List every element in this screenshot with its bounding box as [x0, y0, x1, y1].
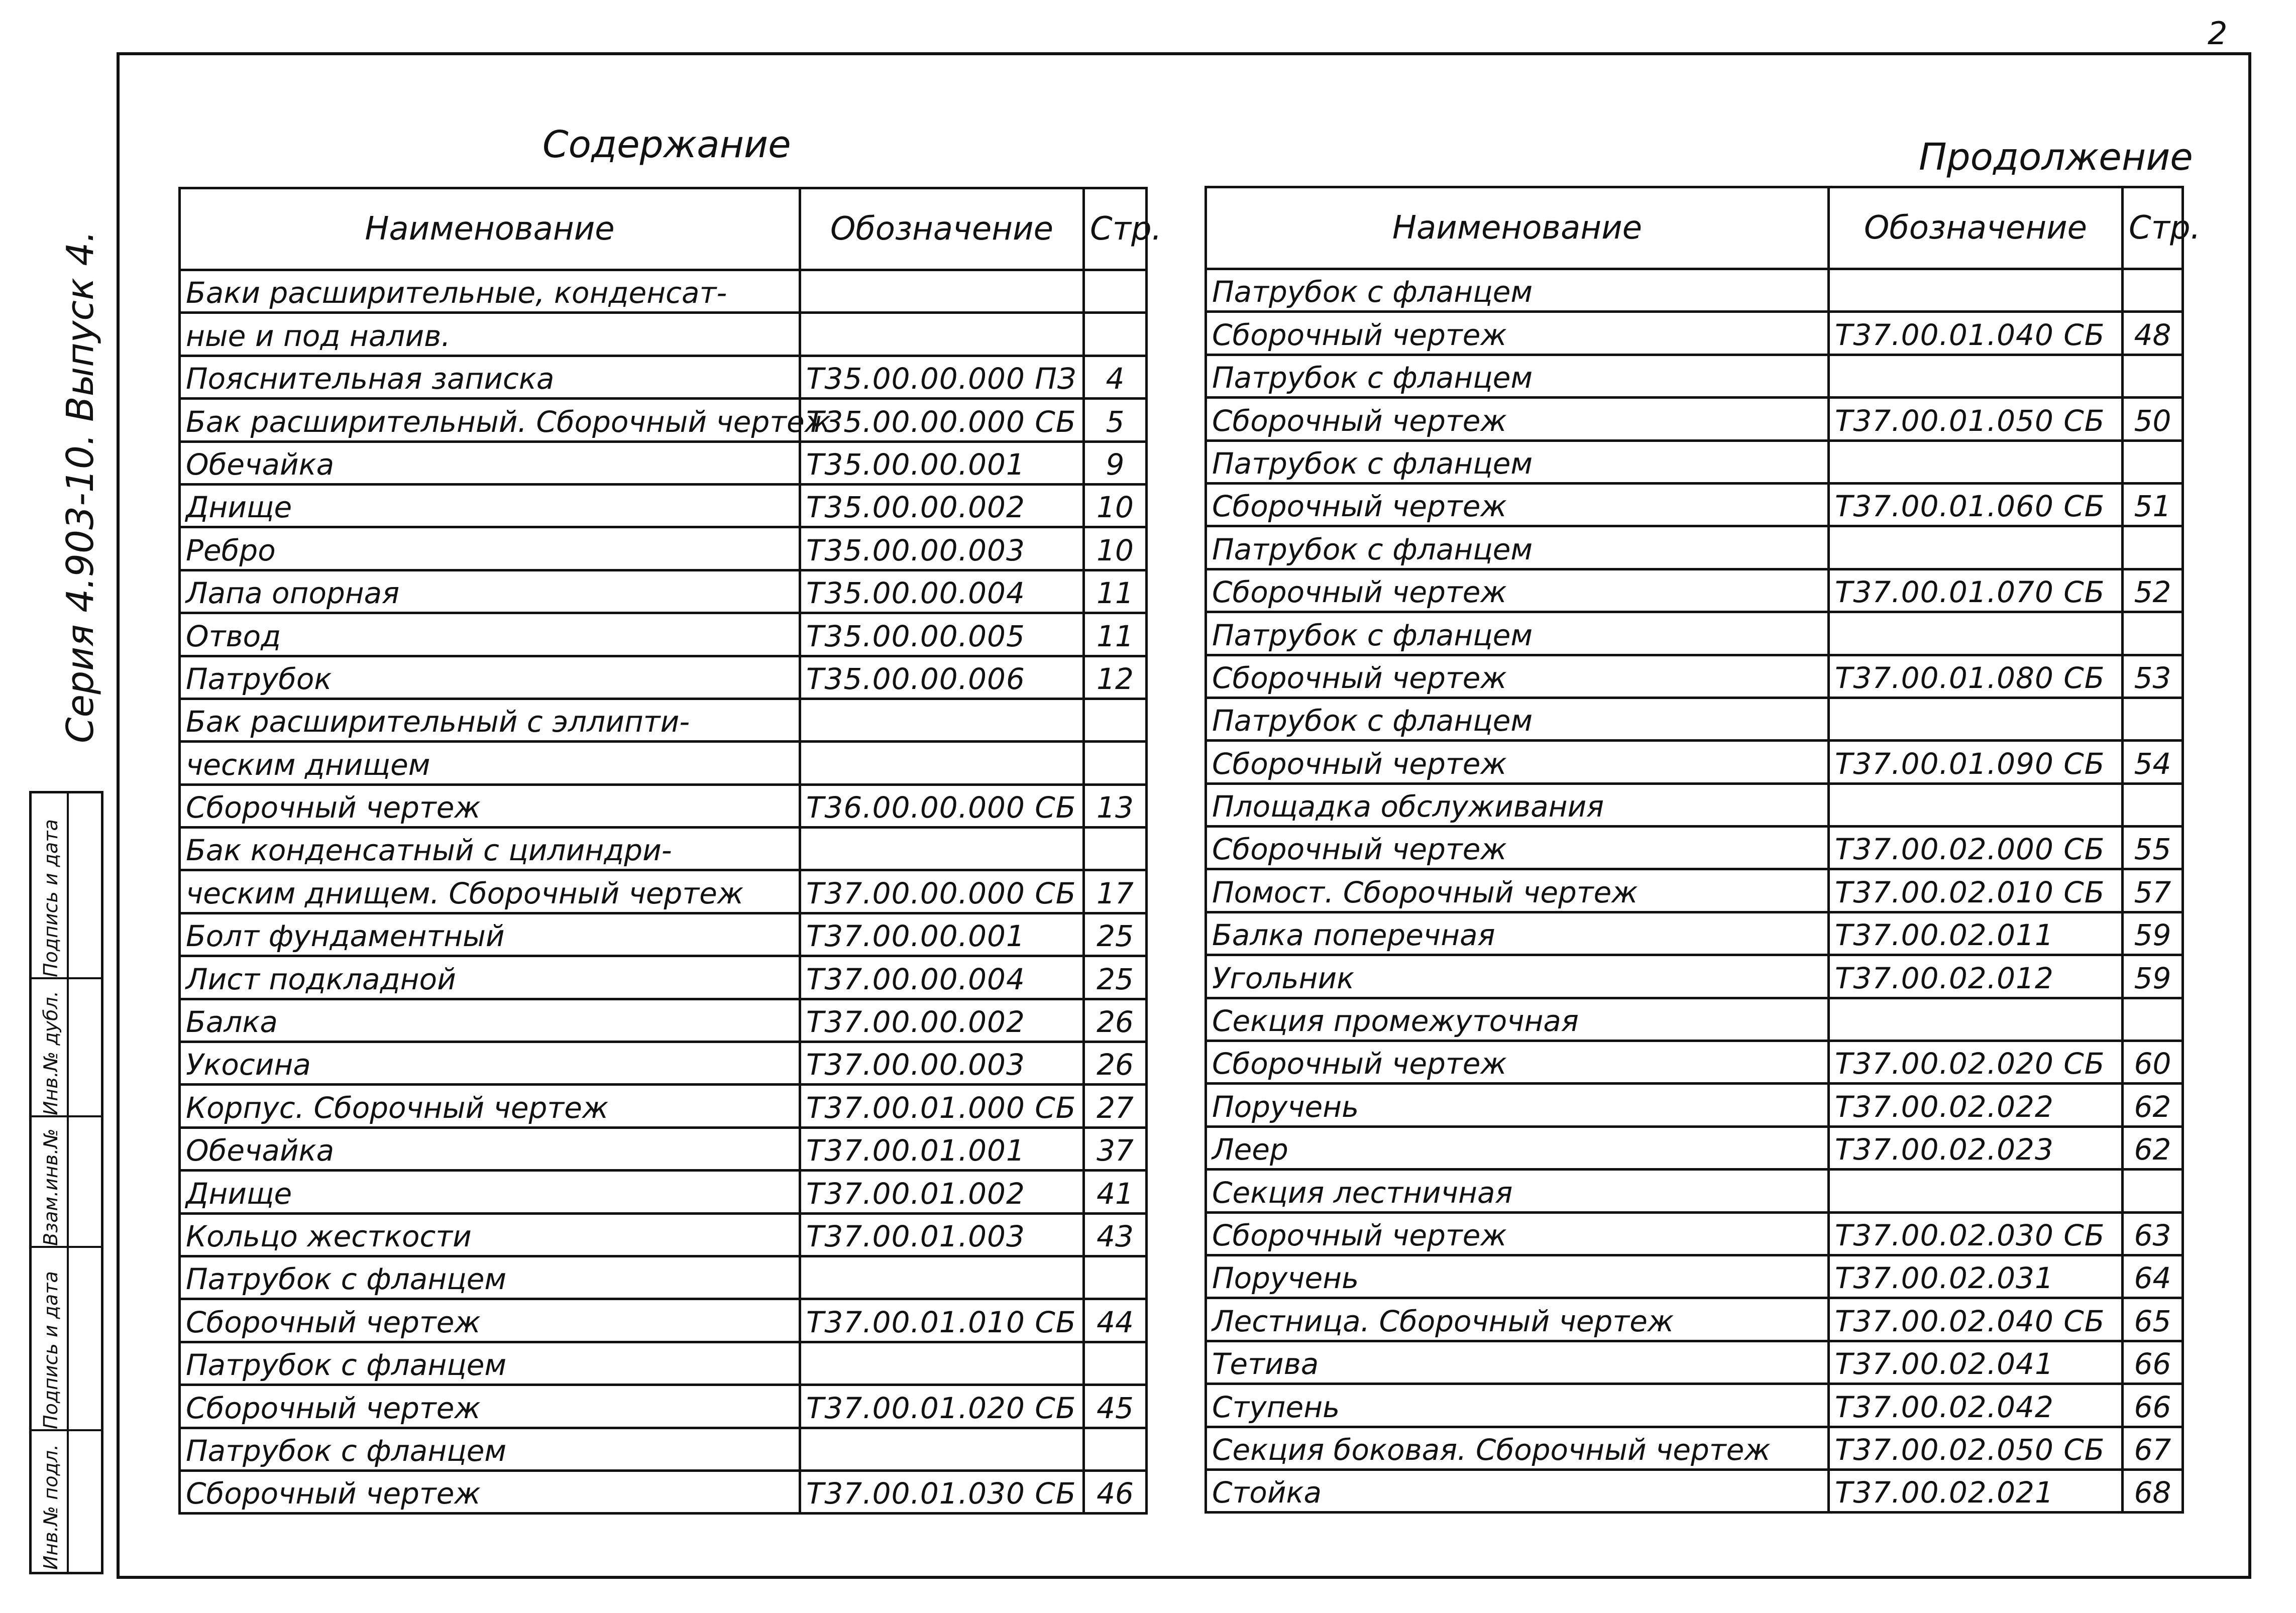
item-designation: Т37.00.02.031 — [1829, 1255, 2123, 1298]
table-row — [180, 1470, 1147, 1513]
item-name: Поручень — [1206, 1255, 1829, 1298]
item-page: 25 — [1084, 956, 1147, 999]
item-designation: Т37.00.02.040 СБ — [1829, 1298, 2123, 1341]
item-name: Патрубок с фланцем — [1206, 612, 1829, 655]
item-designation — [800, 1342, 1084, 1385]
item-page — [1084, 1342, 1147, 1385]
item-name: Секция промежуточная — [1206, 998, 1829, 1041]
item-designation: Т37.00.02.022 — [1829, 1084, 2123, 1126]
table-row — [180, 1085, 1147, 1127]
item-name: Отвод — [180, 613, 800, 656]
table-row — [180, 399, 1147, 441]
item-page: 54 — [2123, 741, 2183, 783]
item-name: Сборочный чертеж — [180, 1470, 800, 1513]
item-designation: Т37.00.01.080 СБ — [1829, 655, 2123, 698]
table-row — [1206, 698, 2183, 740]
table-row — [1206, 741, 2183, 783]
item-page — [2123, 612, 2183, 655]
table-row — [1206, 1212, 2183, 1255]
item-page: 5 — [1084, 399, 1147, 441]
item-designation: Т37.00.00.004 — [800, 956, 1084, 999]
item-designation: Т37.00.02.042 — [1829, 1384, 2123, 1427]
column-header-code: Обозначение — [1829, 187, 2123, 269]
item-page: 4 — [1084, 356, 1147, 398]
item-name: Обечайка — [180, 441, 800, 484]
page-number: 2 — [2208, 15, 2228, 52]
table-row — [1206, 1084, 2183, 1126]
item-designation — [1829, 998, 2123, 1041]
item-designation: Т35.00.00.006 — [800, 656, 1084, 699]
item-name: Секция лестничная — [1206, 1170, 1829, 1212]
table-row — [1206, 1469, 2183, 1512]
column-header-name: Наименование — [1206, 187, 1829, 269]
item-page — [2123, 269, 2183, 312]
item-name: Сборочный чертеж — [1206, 1212, 1829, 1255]
table-row — [1206, 355, 2183, 397]
stamp-cell — [32, 1431, 101, 1572]
item-page — [2123, 998, 2183, 1041]
table-row — [180, 1428, 1147, 1470]
item-name: ческим днищем. Сборочный чертеж — [180, 870, 800, 913]
contents-heading: Содержание — [542, 123, 791, 166]
item-page: 55 — [2123, 827, 2183, 869]
table-row — [1206, 1298, 2183, 1341]
item-page — [2123, 1170, 2183, 1212]
item-designation — [1829, 440, 2123, 483]
item-name: Помост. Сборочный чертеж — [1206, 869, 1829, 912]
stamp-label: Инв.№ подл. — [40, 1444, 62, 1570]
item-designation: Т37.00.01.030 СБ — [800, 1470, 1084, 1513]
item-page: 13 — [1084, 784, 1147, 827]
item-page: 59 — [2123, 912, 2183, 955]
table-row — [180, 656, 1147, 699]
table-row — [1206, 1384, 2183, 1427]
item-designation — [1829, 269, 2123, 312]
table-row — [1206, 955, 2183, 998]
item-name: Стойка — [1206, 1469, 1829, 1512]
item-page: 46 — [1084, 1470, 1147, 1513]
item-name: Секция боковая. Сборочный чертеж — [1206, 1427, 1829, 1469]
item-name: Бак расширительный с эллипти- — [180, 699, 800, 741]
item-name: Сборочный чертеж — [1206, 1041, 1829, 1084]
item-designation: Т37.00.01.003 — [800, 1213, 1084, 1256]
item-designation: Т37.00.02.023 — [1829, 1126, 2123, 1169]
item-page: 9 — [1084, 441, 1147, 484]
item-page: 66 — [2123, 1341, 2183, 1384]
item-name: Кольцо жесткости — [180, 1213, 800, 1256]
item-page — [2123, 698, 2183, 740]
item-page: 26 — [1084, 1042, 1147, 1085]
item-name: Сборочный чертеж — [180, 784, 800, 827]
item-page: 51 — [2123, 483, 2183, 526]
item-name: Сборочный чертеж — [1206, 398, 1829, 440]
column-header-page: Стр. — [2123, 187, 2183, 269]
table-row — [180, 570, 1147, 613]
item-designation: Т35.00.00.003 — [800, 527, 1084, 570]
item-name: Лист подкладной — [180, 956, 800, 999]
item-designation — [1829, 698, 2123, 740]
item-designation — [1829, 355, 2123, 397]
item-designation: Т37.00.00.000 СБ — [800, 870, 1084, 913]
item-page — [2123, 526, 2183, 569]
item-designation: Т35.00.00.004 — [800, 570, 1084, 613]
item-designation — [1829, 526, 2123, 569]
item-designation: Т37.00.00.001 — [800, 913, 1084, 956]
table-row — [180, 1127, 1147, 1170]
table-row — [1206, 783, 2183, 826]
item-page: 12 — [1084, 656, 1147, 699]
table-row — [180, 1342, 1147, 1385]
item-page: 62 — [2123, 1084, 2183, 1126]
item-name: Патрубок с фланцем — [1206, 355, 1829, 397]
stamp-cell — [32, 979, 101, 1117]
item-name: ные и под налив. — [180, 313, 800, 356]
item-name: Сборочный чертеж — [1206, 569, 1829, 612]
item-page: 64 — [2123, 1255, 2183, 1298]
table-row — [1206, 440, 2183, 483]
item-designation — [800, 1256, 1084, 1299]
item-name: Болт фундаментный — [180, 913, 800, 956]
item-name: Сборочный чертеж — [1206, 483, 1829, 526]
item-designation: Т37.00.01.002 — [800, 1171, 1084, 1213]
item-designation: Т35.00.00.000 ПЗ — [800, 356, 1084, 398]
item-designation: Т37.00.01.060 СБ — [1829, 483, 2123, 526]
table-row — [1206, 655, 2183, 698]
item-page: 59 — [2123, 955, 2183, 998]
item-designation: Т37.00.00.002 — [800, 999, 1084, 1042]
item-name: Патрубок — [180, 656, 800, 699]
item-designation — [1829, 783, 2123, 826]
item-designation: Т37.00.01.010 СБ — [800, 1299, 1084, 1342]
item-designation: Т37.00.02.021 — [1829, 1469, 2123, 1512]
item-page: 52 — [2123, 569, 2183, 612]
item-page — [1084, 1428, 1147, 1470]
item-page: 44 — [1084, 1299, 1147, 1342]
item-designation: Т35.00.00.002 — [800, 484, 1084, 527]
item-page: 11 — [1084, 613, 1147, 656]
item-name: Бак конденсатный с цилиндри- — [180, 828, 800, 870]
item-page: 62 — [2123, 1126, 2183, 1169]
table-row — [180, 999, 1147, 1042]
item-page: 65 — [2123, 1298, 2183, 1341]
item-designation: Т37.00.01.070 СБ — [1829, 569, 2123, 612]
item-name: Патрубок с фланцем — [1206, 526, 1829, 569]
item-designation — [800, 828, 1084, 870]
table-row — [1206, 1255, 2183, 1298]
stamp-cell — [32, 1248, 101, 1431]
stamp-cell — [32, 1117, 101, 1248]
item-page: 68 — [2123, 1469, 2183, 1512]
table-row — [1206, 612, 2183, 655]
item-designation — [800, 313, 1084, 356]
table-row — [1206, 526, 2183, 569]
table-row — [1206, 1041, 2183, 1084]
table-row — [180, 527, 1147, 570]
table-row — [180, 784, 1147, 827]
table-row — [180, 828, 1147, 870]
table-row — [180, 1171, 1147, 1213]
item-page: 10 — [1084, 527, 1147, 570]
item-designation: Т36.00.00.000 СБ — [800, 784, 1084, 827]
item-designation: Т37.00.02.011 — [1829, 912, 2123, 955]
table-row — [1206, 1427, 2183, 1469]
item-name: Укосина — [180, 1042, 800, 1085]
item-page: 60 — [2123, 1041, 2183, 1084]
item-name: Ступень — [1206, 1384, 1829, 1427]
item-name: Поручень — [1206, 1084, 1829, 1126]
item-name: Патрубок с фланцем — [180, 1256, 800, 1299]
table-body — [180, 270, 1147, 1514]
item-name: Ребро — [180, 527, 800, 570]
item-designation — [800, 699, 1084, 741]
item-name: Сборочный чертеж — [1206, 741, 1829, 783]
table-row — [1206, 312, 2183, 355]
item-designation: Т37.00.02.050 СБ — [1829, 1427, 2123, 1469]
continuation-heading: Продолжение — [1919, 136, 2193, 179]
table-row — [1206, 483, 2183, 526]
table-row — [1206, 569, 2183, 612]
item-designation: Т37.00.02.010 СБ — [1829, 869, 2123, 912]
item-page — [2123, 355, 2183, 397]
item-designation: Т37.00.01.090 СБ — [1829, 741, 2123, 783]
item-name: Сборочный чертеж — [1206, 655, 1829, 698]
item-designation: Т35.00.00.005 — [800, 613, 1084, 656]
table-row — [1206, 912, 2183, 955]
item-page: 37 — [1084, 1127, 1147, 1170]
table-row — [180, 1256, 1147, 1299]
item-designation — [800, 270, 1084, 313]
item-name: Патрубок с фланцем — [180, 1342, 800, 1385]
table-row — [1206, 1341, 2183, 1384]
item-name: Балка поперечная — [1206, 912, 1829, 955]
item-page — [2123, 783, 2183, 826]
item-name: Патрубок с фланцем — [1206, 269, 1829, 312]
item-page: 17 — [1084, 870, 1147, 913]
stamp-cell — [32, 793, 101, 979]
item-designation: Т37.00.02.041 — [1829, 1341, 2123, 1384]
item-designation: Т37.00.01.050 СБ — [1829, 398, 2123, 440]
table-row — [180, 1385, 1147, 1428]
item-page: 50 — [2123, 398, 2183, 440]
item-name: Тетива — [1206, 1341, 1829, 1384]
item-name: Сборочный чертеж — [180, 1385, 800, 1428]
item-page: 11 — [1084, 570, 1147, 613]
stamp-strip — [29, 791, 103, 1574]
item-page — [2123, 440, 2183, 483]
item-designation: Т35.00.00.000 СБ — [800, 399, 1084, 441]
table-body — [1206, 269, 2183, 1513]
item-name: Патрубок с фланцем — [180, 1428, 800, 1470]
column-header-page: Стр. — [1084, 188, 1147, 270]
item-page — [1084, 699, 1147, 741]
series-title: Серия 4.903-10. Выпуск 4. — [59, 231, 102, 743]
item-page: 57 — [2123, 869, 2183, 912]
item-name: Бак расширительный. Сборочный чертеж — [180, 399, 800, 441]
item-page: 41 — [1084, 1171, 1147, 1213]
item-page: 10 — [1084, 484, 1147, 527]
table-row — [180, 699, 1147, 741]
item-page: 25 — [1084, 913, 1147, 956]
item-designation: Т37.00.02.000 СБ — [1829, 827, 2123, 869]
contents-table-left — [178, 187, 1162, 1515]
table-header-row — [180, 188, 1147, 270]
item-name: Корпус. Сборочный чертеж — [180, 1085, 800, 1127]
stamp-label: Подпись и дата — [40, 819, 62, 977]
table-row — [1206, 998, 2183, 1041]
item-name: Баки расширительные, конденсат- — [180, 270, 800, 313]
table-row — [1206, 269, 2183, 312]
table-row — [180, 956, 1147, 999]
item-page — [1084, 828, 1147, 870]
item-name: Лапа опорная — [180, 570, 800, 613]
item-page — [1084, 313, 1147, 356]
column-header-code: Обозначение — [800, 188, 1084, 270]
item-name: Сборочный чертеж — [1206, 312, 1829, 355]
item-name: ческим днищем — [180, 742, 800, 784]
item-designation: Т37.00.01.001 — [800, 1127, 1084, 1170]
item-designation: Т37.00.01.020 СБ — [800, 1385, 1084, 1428]
item-name: Угольник — [1206, 955, 1829, 998]
table-row — [1206, 1170, 2183, 1212]
table-row — [180, 356, 1147, 398]
item-designation — [1829, 612, 2123, 655]
item-designation: Т35.00.00.001 — [800, 441, 1084, 484]
item-page: 67 — [2123, 1427, 2183, 1469]
table-row — [1206, 1126, 2183, 1169]
item-name: Лестница. Сборочный чертеж — [1206, 1298, 1829, 1341]
item-name: Леер — [1206, 1126, 1829, 1169]
item-page — [1084, 270, 1147, 313]
table-row — [180, 870, 1147, 913]
table-row — [180, 1213, 1147, 1256]
item-page: 48 — [2123, 312, 2183, 355]
table-row — [180, 913, 1147, 956]
table-row — [180, 313, 1147, 356]
item-name: Площадка обслуживания — [1206, 783, 1829, 826]
contents-table-right — [1205, 186, 2201, 1514]
item-name: Пояснительная записка — [180, 356, 800, 398]
table-row — [1206, 398, 2183, 440]
item-page: 43 — [1084, 1213, 1147, 1256]
table-row — [180, 742, 1147, 784]
item-name: Патрубок с фланцем — [1206, 698, 1829, 740]
table-row — [1206, 869, 2183, 912]
item-name: Патрубок с фланцем — [1206, 440, 1829, 483]
item-page — [1084, 1256, 1147, 1299]
stamp-label: Инв.№ дубл. — [40, 991, 62, 1115]
item-page: 27 — [1084, 1085, 1147, 1127]
table-row — [180, 613, 1147, 656]
item-page — [1084, 742, 1147, 784]
item-designation: Т37.00.02.012 — [1829, 955, 2123, 998]
table-row — [180, 484, 1147, 527]
item-page: 66 — [2123, 1384, 2183, 1427]
table-row — [180, 1299, 1147, 1342]
item-page: 53 — [2123, 655, 2183, 698]
item-name: Днище — [180, 484, 800, 527]
item-name: Балка — [180, 999, 800, 1042]
item-designation — [800, 1428, 1084, 1470]
stamp-label: Подпись и дата — [40, 1271, 62, 1429]
item-designation — [1829, 1170, 2123, 1212]
item-designation: Т37.00.02.030 СБ — [1829, 1212, 2123, 1255]
item-name: Днище — [180, 1171, 800, 1213]
item-page: 45 — [1084, 1385, 1147, 1428]
table-row — [180, 270, 1147, 313]
table-row — [1206, 827, 2183, 869]
item-name: Сборочный чертеж — [1206, 827, 1829, 869]
item-name: Сборочный чертеж — [180, 1299, 800, 1342]
stamp-label: Взам.инв.№ — [40, 1128, 62, 1246]
item-designation: Т37.00.01.000 СБ — [800, 1085, 1084, 1127]
table-row — [180, 441, 1147, 484]
item-designation: Т37.00.02.020 СБ — [1829, 1041, 2123, 1084]
item-designation: Т37.00.00.003 — [800, 1042, 1084, 1085]
item-designation: Т37.00.01.040 СБ — [1829, 312, 2123, 355]
table-header-row — [1206, 187, 2183, 269]
item-page: 63 — [2123, 1212, 2183, 1255]
item-page: 26 — [1084, 999, 1147, 1042]
item-designation — [800, 742, 1084, 784]
item-name: Обечайка — [180, 1127, 800, 1170]
column-header-name: Наименование — [180, 188, 800, 270]
table-row — [180, 1042, 1147, 1085]
